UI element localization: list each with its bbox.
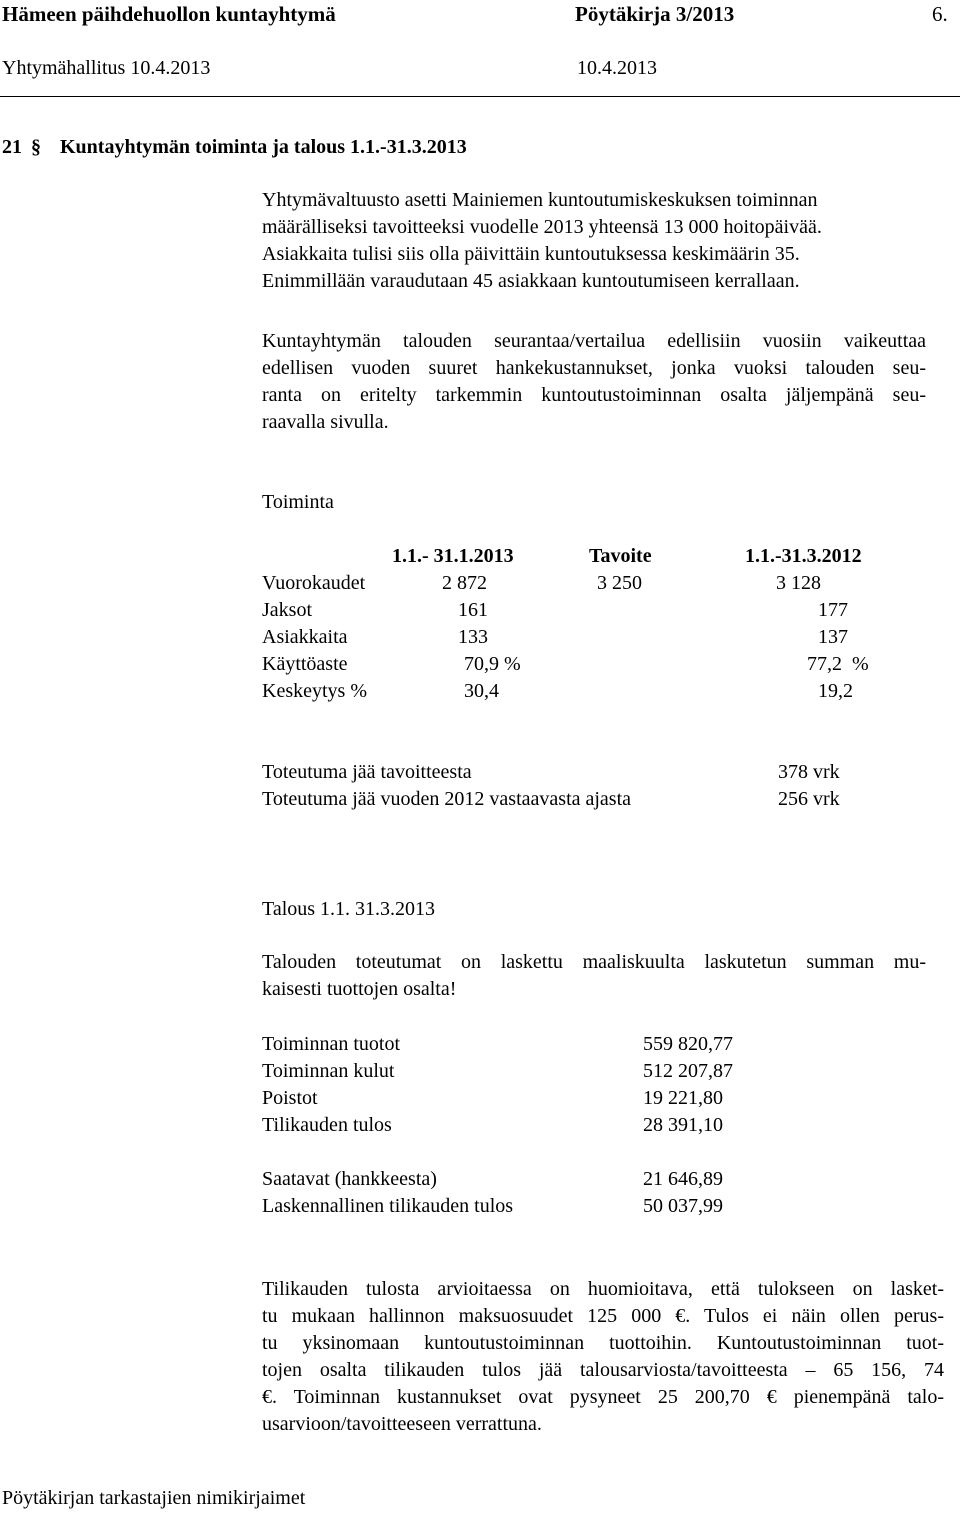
column-header-current: 1.1.- 31.1.2013 [392, 545, 514, 567]
table-row-label: Asiakkaita [262, 626, 348, 648]
table-row-label: Keskeytys % [262, 680, 367, 702]
section-title: Kuntayhtymän toiminta ja talous 1.1.-31.3.2013 [60, 136, 467, 158]
talous-row-label: Tilikauden tulos [262, 1114, 392, 1136]
intro-line: Asiakkaita tulisi siis olla päivittäin kuntoutuksessa keskimäärin 35. [262, 243, 800, 265]
closing-line: Tilikauden tulosta arvioitaessa on huomioitava, että tulokseen on lasket- [262, 1278, 944, 1300]
column-header-target: Tavoite [589, 545, 652, 567]
table-cell-previous: 19,2 [818, 680, 853, 702]
talous-row-label: Toiminnan tuotot [262, 1033, 401, 1055]
talous-row-value: 21 646,89 [643, 1168, 723, 1190]
toteutuma-label: Toteutuma jää vuoden 2012 vastaavasta ajasta [262, 788, 632, 810]
section-heading [2, 137, 467, 157]
followup-line: raavalla sivulla. [262, 411, 389, 433]
table-cell-target: 3 250 [597, 572, 642, 594]
table-cell-current: 30,4 [464, 680, 499, 702]
section-number: 21 [2, 136, 22, 158]
table-cell-current: 133 [458, 626, 488, 648]
header-divider [0, 96, 960, 97]
toteutuma-value: 256 vrk [778, 788, 840, 810]
toiminta-heading: Toiminta [262, 491, 334, 513]
footer-signatures: Pöytäkirjan tarkastajien nimikirjaimet [2, 1487, 306, 1509]
talous-heading: Talous 1.1. 31.3.2013 [262, 898, 436, 920]
closing-line: tojen osalta tilikauden tulos jää talousarviosta/tavoitteesta – 65 156, 74 [262, 1359, 944, 1381]
document-number: Pöytäkirja 3/2013 [575, 2, 735, 26]
table-row-label: Vuorokaudet [262, 572, 366, 594]
document-date: 10.4.2013 [577, 57, 657, 79]
table-row-label: Käyttöaste [262, 653, 348, 675]
page-number: 6. [932, 2, 948, 26]
talous-row-value: 50 037,99 [643, 1195, 723, 1217]
talous-note-line: kaisesti tuottojen osalta! [262, 978, 457, 1000]
table-cell-current: 70,9 % [464, 653, 521, 675]
talous-row-value: 19 221,80 [643, 1087, 723, 1109]
closing-line: tu mukaan hallinnon maksuosuudet 125 000 €. Tulos ei näin ollen perus- [262, 1305, 944, 1327]
intro-line: määrälliseksi tavoitteeksi vuodelle 2013 yhteensä 13 000 hoitopäivää. [262, 216, 822, 238]
closing-paragraph [262, 1276, 944, 1438]
closing-line: usarvioon/tavoitteeseen verrattuna. [262, 1413, 542, 1435]
table-row-label: Jaksot [262, 599, 312, 621]
table-cell-previous: 137 [818, 626, 848, 648]
table-cell-current: 161 [458, 599, 488, 621]
talous-row-label: Toiminnan kulut [262, 1060, 395, 1082]
talous-row-label: Poistot [262, 1087, 318, 1109]
table-cell-previous: 77,2 % [807, 653, 869, 675]
talous-row-value: 512 207,87 [643, 1060, 733, 1082]
closing-line: tu yksinomaan kuntoutustoiminnan tuottoihin. Kuntoutustoiminnan tuot- [262, 1332, 944, 1354]
followup-line: edellisen vuoden suuret hankekustannukset, jonka vuoksi talouden seu- [262, 357, 926, 379]
intro-line: Enimmillään varaudutaan 45 asiakkaan kuntoutumiseen kerrallaan. [262, 270, 800, 292]
followup-paragraph [262, 328, 926, 436]
column-header-previous: 1.1.-31.3.2012 [745, 545, 862, 567]
intro-paragraph [262, 187, 934, 295]
followup-line: Kuntayhtymän talouden seurantaa/vertailua edellisiin vuosiin vaikeuttaa [262, 330, 926, 352]
talous-row-value: 559 820,77 [643, 1033, 733, 1055]
table-cell-previous: 3 128 [776, 572, 821, 594]
toteutuma-label: Toteutuma jää tavoitteesta [262, 761, 472, 783]
talous-note [262, 949, 926, 1003]
section-symbol: § [31, 136, 41, 158]
closing-line: €. Toiminnan kustannukset ovat pysyneet 25 200,70 € pienempänä talo- [262, 1386, 944, 1408]
talous-row-value: 28 391,10 [643, 1114, 723, 1136]
table-cell-current: 2 872 [442, 572, 487, 594]
talous-row-label: Laskennallinen tilikauden tulos [262, 1195, 514, 1217]
table-cell-previous: 177 [818, 599, 848, 621]
followup-line: ranta on eritelty tarkemmin kuntoutustoiminnan osalta jäljempänä seu- [262, 384, 926, 406]
intro-line: Yhtymävaltuusto asetti Mainiemen kuntoutumiskeskuksen toiminnan [262, 189, 818, 211]
org-name: Hämeen päihdehuollon kuntayhtymä [2, 2, 336, 26]
meeting-body-date: Yhtymähallitus 10.4.2013 [2, 57, 211, 79]
toteutuma-value: 378 vrk [778, 761, 840, 783]
talous-note-line: Talouden toteutumat on laskettu maaliskuulta laskutetun summan mu- [262, 951, 926, 973]
talous-row-label: Saatavat (hankkeesta) [262, 1168, 437, 1190]
